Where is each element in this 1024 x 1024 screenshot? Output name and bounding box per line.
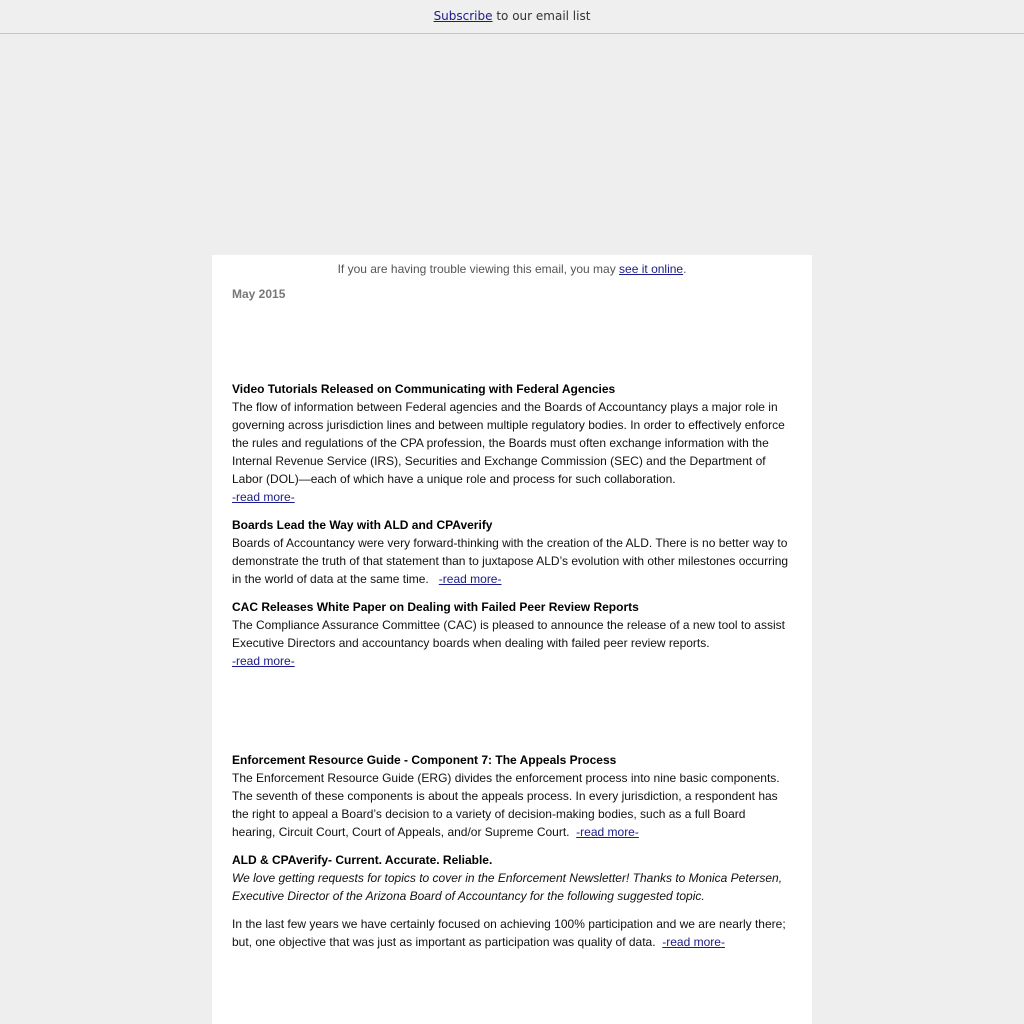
read-more-link[interactable]: -read more- <box>232 490 295 504</box>
article-body <box>232 398 792 506</box>
subscribe-text: to our email list <box>492 9 591 23</box>
article-text: The Enforcement Resource Guide (ERG) divides the enforcement process into nine basic components. The seventh of these components is about the appeals process. In every jurisdiction, a respondent has the right to appeal a Board’s decision to a variety of decision-making bodies, such as a full Board hearing, Circuit Court, Court of Appeals, and/or Supreme Court. <box>232 771 780 839</box>
article-video-tutorials <box>232 380 792 506</box>
trouble-end: . <box>683 262 687 276</box>
article-body <box>232 616 792 670</box>
subscribe-bar <box>0 0 1024 34</box>
article-ald-cpaverify <box>232 851 792 951</box>
article-title: Boards Lead the Way with ALD and CPAverify <box>232 518 493 532</box>
read-more-link[interactable]: -read more- <box>232 654 295 668</box>
article-body <box>232 769 792 841</box>
see-online-link[interactable]: see it online <box>619 262 684 276</box>
read-more-link[interactable]: -read more- <box>438 572 502 586</box>
article-enforcement-guide <box>232 751 792 841</box>
article-intro: We love getting requests for topics to cover in the Enforcement Newsletter! Thanks to Monica Petersen, Executive Director of the Arizona Board of Accountancy for the following suggested topic. <box>232 871 783 903</box>
trouble-text: If you are having trouble viewing this email, you may <box>337 262 620 276</box>
article-text: Boards of Accountancy were very forward-thinking with the creation of the ALD. There is no better way to demonstrate the truth of that statement than to juxtapose ALD’s evolution with other milestones occurring in the world of data at the same time. <box>232 536 789 586</box>
read-more-link[interactable]: -read more- <box>662 935 725 949</box>
article-title: ALD & CPAverify- Current. Accurate. Reliable. <box>232 853 493 867</box>
article-body <box>232 915 792 951</box>
article-cac-white-paper <box>232 598 792 670</box>
issue-date: May 2015 <box>232 287 286 301</box>
article-text: The flow of information between Federal agencies and the Boards of Accountancy plays a major role in governing across jurisdiction lines and between multiple regulatory bodies. In order to effectively enforce the rules and regulations of the CPA profession, the Boards must often exchange information with the Internal Revenue Service (IRS), Securities and Exchange Commission (SEC) and the Department of Labor (DOL)—each of which have a unique role and process for such collaboration. <box>232 400 785 486</box>
read-more-link[interactable]: -read more- <box>576 825 639 839</box>
article-title: CAC Releases White Paper on Dealing with Failed Peer Review Reports <box>232 600 639 614</box>
email-body <box>212 255 812 1024</box>
article-boards-lead <box>232 516 792 588</box>
subscribe-link[interactable]: Subscribe <box>433 9 493 23</box>
trouble-viewing-notice <box>212 262 812 276</box>
article-title: Video Tutorials Released on Communicating with Federal Agencies <box>232 382 616 396</box>
article-title: Enforcement Resource Guide - Component 7: The Appeals Process <box>232 753 617 767</box>
article-text: The Compliance Assurance Committee (CAC) is pleased to announce the release of a new tool to assist Executive Directors and accountancy boards when dealing with failed peer review reports. <box>232 618 785 650</box>
article-body <box>232 534 792 588</box>
article-text: In the last few years we have certainly focused on achieving 100% participation and we are nearly there; but, one objective that was just as important as participation was quality of data. <box>232 917 786 949</box>
